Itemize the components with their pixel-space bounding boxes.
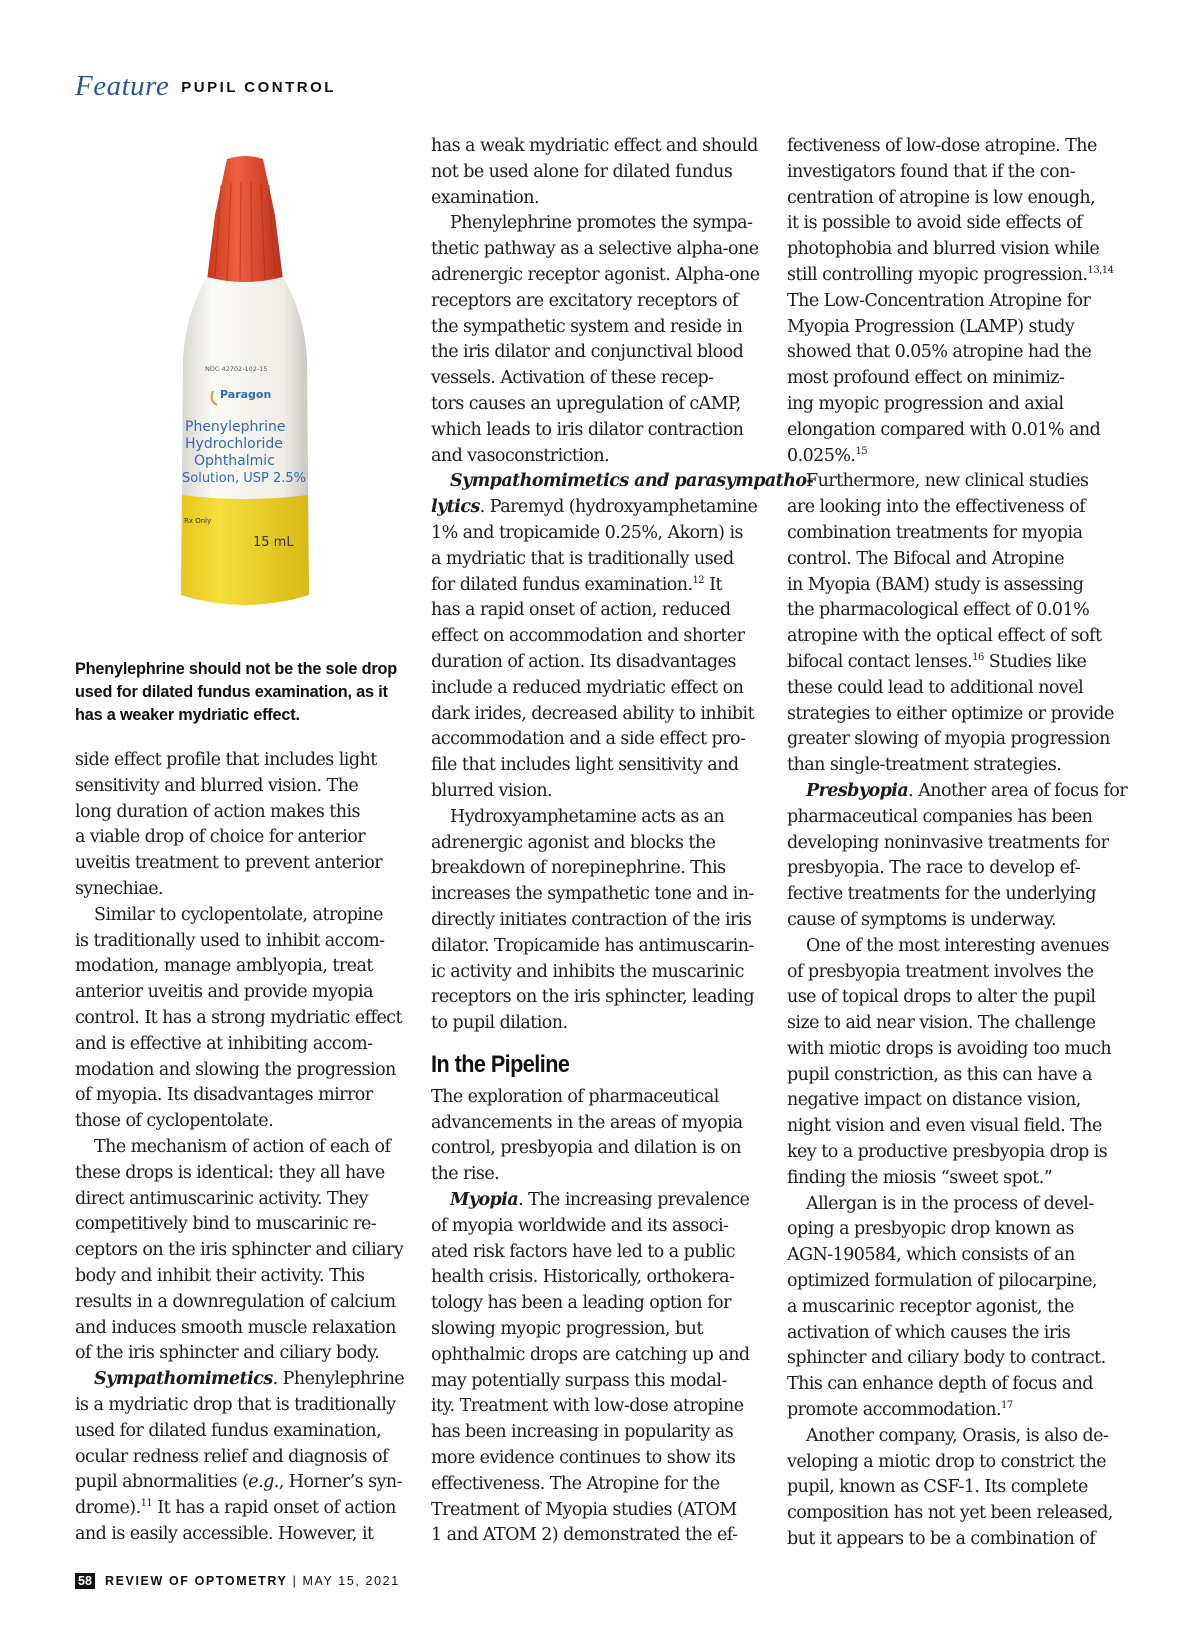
text-line: size to aid near vision. The challenge	[787, 1013, 1096, 1034]
text-line: side effect profile that includes light	[75, 750, 377, 770]
text-line: vessels. Activation of these recep-	[431, 368, 714, 389]
text-line: direct antimuscarinic activity. They	[75, 1188, 368, 1209]
text-line: control, presbyopia and dilation is on	[431, 1138, 741, 1159]
text-line: veloping a miotic drop to constrict the	[787, 1451, 1107, 1472]
text-line: which leads to iris dilator contraction	[431, 419, 744, 440]
text-line: photophobia and blurred vision while	[787, 239, 1100, 260]
text-line: Allergan is in the process of devel-	[806, 1193, 1094, 1214]
text-line: finding the miosis “sweet spot.”	[787, 1167, 1053, 1188]
text-line: investigators found that if the con-	[787, 161, 1076, 182]
text-line: to pupil dilation.	[431, 1013, 568, 1034]
text-line: presbyopia. The race to develop ef-	[787, 858, 1080, 879]
text-line: Similar to cyclopentolate, atropine	[94, 904, 383, 925]
run-in-head-presbyopia: Presbyopia	[806, 780, 909, 801]
text-line: synechiae.	[75, 878, 164, 899]
text-line: than single-treatment strategies.	[787, 755, 1062, 776]
text-line: lytics. Paremyd (hydroxyamphetamine	[431, 497, 758, 518]
text-line: bifocal contact lenses.$^{16}$ Studies like	[787, 651, 1087, 672]
text-line: Sympathomimetics. Phenylephrine	[94, 1369, 405, 1390]
text-line: control. It has a strong mydriatic effect	[75, 1007, 402, 1028]
citation: 13,14	[1087, 265, 1114, 277]
text-line: night vision and even visual field. The	[787, 1116, 1102, 1137]
text-line: pupil constriction, as this can have a	[787, 1064, 1092, 1085]
rx-text: Rx Only	[184, 517, 212, 525]
text-line: dilator. Tropicamide has antimuscarin-	[431, 935, 754, 956]
eye-drop-bottle-image	[165, 155, 325, 625]
text-line: use of topical drops to alter the pupil	[787, 987, 1096, 1008]
text-line: sensitivity and blurred vision. The	[75, 775, 359, 796]
text-line: has a rapid onset of action, reduced	[431, 600, 731, 621]
text-line: has a weak mydriatic effect and should	[431, 136, 758, 156]
text-line: for dilated fundus examination.$^{12}$ It	[431, 574, 722, 595]
text-line: a muscarinic receptor agonist, the	[787, 1296, 1074, 1317]
text-line: 1 and ATOM 2) demonstrated the ef-	[431, 1525, 738, 1546]
text-line: ceptors on the iris sphincter and ciliary	[75, 1240, 404, 1261]
drug-name-line4: Solution, USP 2.5%	[182, 471, 306, 486]
text-line: adrenergic agonist and blocks the	[431, 832, 716, 853]
text-line: slowing myopic progression, but	[431, 1319, 703, 1340]
bottle-label-band	[181, 495, 309, 605]
text-line: it is possible to avoid side effects of	[787, 213, 1083, 234]
text-line: long duration of action makes this	[75, 801, 360, 822]
section-subhead: In the Pipeline	[431, 1050, 570, 1078]
text-line: pharmaceutical companies has been	[787, 806, 1093, 827]
body-column-2	[431, 134, 814, 1549]
text-line: The mechanism of action of each of	[94, 1136, 391, 1157]
text-line: ated risk factors have led to a public	[431, 1241, 736, 1262]
text-line: is a mydriatic drop that is traditionally	[75, 1394, 396, 1415]
text-line: Hydroxyamphetamine acts as an	[450, 806, 725, 827]
text-line: greater slowing of myopia progression	[787, 729, 1110, 750]
text-line: blurred vision.	[431, 780, 553, 801]
text-line: file that includes light sensitivity and	[431, 755, 739, 776]
text-line: strategies to either optimize or provide	[787, 703, 1114, 724]
text-line: Presbyopia. Another area of focus for	[806, 780, 1128, 801]
text-line: cause of symptoms is underway.	[787, 909, 1056, 930]
text-line: developing noninvasive treatments for	[787, 832, 1109, 853]
volume-text: 15 mL	[253, 535, 294, 550]
text-line: may potentially surpass this modal-	[431, 1370, 727, 1391]
citation: 11	[140, 1498, 153, 1510]
drug-name-line2: Hydrochloride	[185, 436, 283, 452]
text-line: health crisis. Historically, orthokera-	[431, 1267, 735, 1288]
text-line: negative impact on distance vision,	[787, 1090, 1081, 1111]
text-line: is traditionally used to inhibit accom-	[75, 930, 385, 951]
text-line: and vasoconstriction.	[431, 445, 610, 466]
text-line: AGN-190584, which consists of an	[787, 1245, 1075, 1266]
text-line: the sympathetic system and reside in	[431, 316, 743, 337]
text-line: examination.	[431, 187, 539, 208]
text-line: dark irides, decreased ability to inhibit	[431, 703, 755, 724]
section-title: PUPIL CONTROL	[181, 79, 336, 96]
text-line: Myopia. The increasing prevalence	[450, 1190, 750, 1211]
text-line: adrenergic receptor agonist. Alpha-one	[431, 264, 760, 285]
text-line: but it appears to be a combination of	[787, 1529, 1096, 1550]
brand-logo: Paragon	[220, 388, 272, 401]
text-line: and is easily accessible. However, it	[75, 1523, 374, 1544]
text-line: ophthalmic drops are catching up and	[431, 1344, 750, 1365]
text-line: promote accommodation.$^{17}$	[787, 1400, 1013, 1421]
body-column-1	[75, 748, 410, 1548]
text-line: Furthermore, new clinical studies	[806, 471, 1089, 492]
page-header	[75, 70, 336, 110]
product-photo	[165, 155, 325, 625]
text-line: optimized formulation of pilocarpine,	[787, 1271, 1097, 1292]
text-line: modation and slowing the progression	[75, 1059, 396, 1080]
text-line: used for dilated fundus examination,	[75, 1420, 382, 1441]
text-line: key to a productive presbyopia drop is	[787, 1142, 1108, 1163]
text-line: fective treatments for the underlying	[787, 884, 1096, 905]
text-line: pupil, known as CSF-1. Its complete	[787, 1477, 1088, 1498]
text-line: combination treatments for myopia	[787, 522, 1083, 543]
page-footer	[75, 1573, 400, 1593]
text-line: advancements in the areas of myopia	[431, 1112, 743, 1133]
text-line: breakdown of norepinephrine. This	[431, 858, 726, 879]
text-line: the pharmacological effect of 0.01%	[787, 600, 1090, 621]
citation: 12	[692, 574, 705, 586]
text-line: a viable drop of choice for anterior	[75, 827, 366, 848]
text-line: not be used alone for dilated fundus	[431, 161, 733, 182]
text-line: modation, manage amblyopia, treat	[75, 956, 373, 977]
text-line: control. The Bifocal and Atropine	[787, 548, 1065, 569]
text-line: drome).$^{11}$ It has a rapid onset of action	[75, 1498, 396, 1519]
text-line: anterior uveitis and provide myopia	[75, 982, 373, 1003]
text-line: directly initiates contraction of the iris	[431, 909, 752, 930]
run-in-head-sympathomimetics: Sympathomimetics	[94, 1369, 273, 1390]
text-line: in Myopia (BAM) study is assessing	[787, 574, 1084, 595]
issue-date: MAY 15, 2021	[302, 1574, 400, 1588]
text-line: centration of atropine is low enough,	[787, 187, 1096, 208]
text-line: duration of action. Its disadvantages	[431, 651, 736, 672]
text-line: showed that 0.05% atropine had the	[787, 342, 1092, 363]
text-line: The exploration of pharmaceutical	[431, 1086, 719, 1107]
drug-name-line3: Ophthalmic	[194, 453, 275, 469]
text-line: This can enhance depth of focus and	[787, 1374, 1093, 1395]
text-line: tology has been a leading option for	[431, 1293, 731, 1314]
text-line: competitively bind to muscarinic re-	[75, 1214, 377, 1235]
text-line: oping a presbyopic drop known as	[787, 1219, 1074, 1240]
text-line: 0.025%.$^{15}$	[787, 445, 868, 466]
text-line: atropine with the optical effect of soft	[787, 626, 1102, 647]
ndc-text: NDC 42702-102-15	[205, 365, 268, 373]
body-column-3	[787, 134, 1127, 1553]
drug-name-line1: Phenylephrine	[185, 419, 286, 435]
text-line: accommodation and a side effect pro-	[431, 729, 746, 750]
text-line: a mydriatic that is traditionally used	[431, 548, 734, 569]
text-line: Another company, Orasis, is also de-	[806, 1425, 1109, 1446]
text-line: elongation compared with 0.01% and	[787, 419, 1101, 440]
text-line: these could lead to additional novel	[787, 677, 1084, 698]
feature-label: Feature	[75, 70, 170, 102]
text-line: of myopia. Its disadvantages mirror	[75, 1085, 373, 1106]
text-line: still controlling myopic progression.$^{13,14}$	[787, 264, 1114, 285]
text-line: include a reduced mydriatic effect on	[431, 677, 744, 698]
publication-name: REVIEW OF OPTOMETRY	[104, 1574, 288, 1588]
text-line: Phenylephrine promotes the sympa-	[450, 213, 753, 234]
citation: 17	[1001, 1400, 1013, 1412]
text-line: The Low-Concentration Atropine for	[787, 290, 1091, 311]
text-line: composition has not yet been released,	[787, 1503, 1113, 1524]
text-line: those of cyclopentolate.	[75, 1111, 274, 1132]
caption-line: has a weaker mydriatic effect.	[75, 706, 300, 724]
text-line: of the iris sphincter and ciliary body.	[75, 1343, 380, 1364]
run-in-head-sympathomimetics-parasympatholytics: Sympathomimetics and parasympatho-	[450, 471, 814, 492]
text-line: the iris dilator and conjunctival blood	[431, 342, 744, 363]
page-number: 58	[75, 1573, 95, 1589]
text-line: sphincter and ciliary body to contract.	[787, 1348, 1106, 1369]
text-line: ing myopic progression and axial	[787, 393, 1064, 414]
text-line: body and inhibit their activity. This	[75, 1265, 365, 1286]
text-line: 1% and tropicamide 0.25%, Akorn) is	[431, 522, 743, 543]
text-line: pupil abnormalities (e.g., Horner’s syn-	[75, 1472, 402, 1493]
caption-line: used for dilated fundus examination, as it	[75, 683, 388, 701]
text-line: Treatment of Myopia studies (ATOM	[431, 1499, 737, 1520]
text-line: thetic pathway as a selective alpha-one	[431, 239, 759, 260]
text-line: the rise.	[431, 1164, 500, 1185]
citation: 16	[972, 652, 984, 664]
text-line: uveitis treatment to prevent anterior	[75, 853, 383, 874]
text-line: and is effective at inhibiting accom-	[75, 1033, 373, 1054]
text-line: receptors on the iris sphincter, leading	[431, 987, 754, 1008]
text-line: are looking into the effectiveness of	[787, 497, 1086, 518]
citation: 15	[855, 445, 868, 457]
photo-caption	[75, 658, 405, 727]
text-line: has been increasing in popularity as	[431, 1422, 734, 1443]
text-line: most profound effect on minimiz-	[787, 368, 1065, 389]
text-line: and induces smooth muscle relaxation	[75, 1317, 396, 1338]
text-line: increases the sympathetic tone and in-	[431, 884, 754, 905]
caption-line: Phenylephrine should not be the sole drop	[75, 660, 397, 678]
text-line: these drops is identical: they all have	[75, 1162, 385, 1183]
text-line: of presbyopia treatment involves the	[787, 961, 1094, 982]
text-line: results in a downregulation of calcium	[75, 1291, 396, 1312]
text-line: ic activity and inhibits the muscarinic	[431, 961, 744, 982]
text-line: tors causes an upregulation of cAMP,	[431, 393, 741, 414]
text-line: ocular redness relief and diagnosis of	[75, 1446, 388, 1467]
footer-separator: |	[292, 1574, 298, 1588]
text-line: activation of which causes the iris	[787, 1322, 1071, 1343]
run-in-head-myopia: Myopia	[450, 1190, 519, 1211]
text-line: One of the most interesting avenues	[806, 935, 1109, 956]
text-line: of myopia worldwide and its associ-	[431, 1215, 729, 1236]
text-line: effectiveness. The Atropine for the	[431, 1473, 720, 1494]
text-line: with miotic drops is avoiding too much	[787, 1038, 1112, 1059]
text-line: ity. Treatment with low-dose atropine	[431, 1396, 744, 1417]
text-line: effect on accommodation and shorter	[431, 626, 745, 647]
text-line: receptors are excitatory receptors of	[431, 290, 738, 311]
text-line: fectiveness of low-dose atropine. The	[787, 136, 1097, 156]
text-line: more evidence continues to show its	[431, 1448, 736, 1469]
text-line: Myopia Progression (LAMP) study	[787, 316, 1075, 337]
